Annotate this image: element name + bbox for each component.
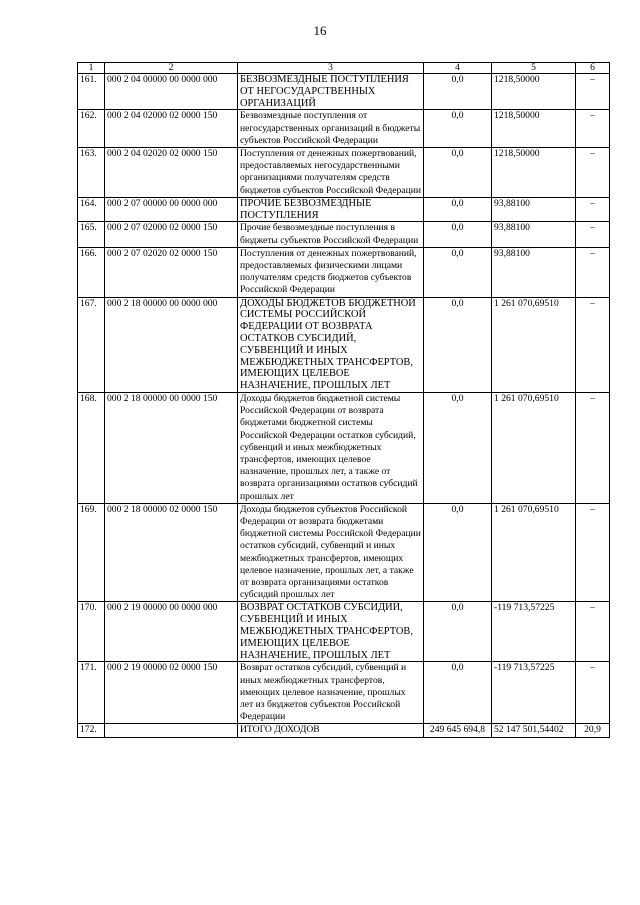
- revenue-name-cell: Доходы бюджетов субъектов Российской Федерации от возврата бюджетами бюджетной системы Российской Федерации остатков субсидий, субвенций и иных межбюджетных трансфертов, имеющих целевое назначение, прошлых лет, а также от возврата организациями остатков субсидий прошлых лет: [238, 503, 424, 602]
- budget-code-cell: 000 2 07 02000 02 0000 150: [105, 222, 238, 247]
- value-col6-cell: –: [576, 297, 610, 392]
- page-number: 16: [313, 23, 327, 38]
- budget-code-cell: 000 2 19 00000 00 0000 000: [105, 602, 238, 662]
- value-col5-cell: 1 261 070,69510: [492, 393, 576, 504]
- value-col5-cell: 93,88100: [492, 197, 576, 222]
- table-row: [78, 110, 610, 148]
- value-col6-cell: –: [576, 247, 610, 297]
- row-number-cell: 165.: [78, 222, 105, 247]
- budget-code-cell: 000 2 18 00000 00 0000 150: [105, 393, 238, 504]
- revenue-name-cell: Возврат остатков субсидий, субвенций и иных межбюджетных трансфертов, имеющих целевое назначение, прошлых лет из бюджетов субъектов Российской Федерации: [238, 662, 424, 724]
- value-col4-cell: 0,0: [424, 247, 492, 297]
- value-col5-cell: 52 147 501,54402: [492, 724, 576, 737]
- revenue-name-cell: ВОЗВРАТ ОСТАТКОВ СУБСИДИЙ, СУБВЕНЦИЙ И ИНЫХ МЕЖБЮДЖЕТНЫХ ТРАНСФЕРТОВ, ИМЕЮЩИХ ЦЕЛЕВОЕ НАЗНАЧЕНИЕ, ПРОШЛЫХ ЛЕТ: [238, 602, 424, 662]
- column-header: 2: [105, 63, 238, 74]
- table-row: [78, 74, 610, 110]
- budget-code-cell: 000 2 18 00000 02 0000 150: [105, 503, 238, 602]
- table-row: [78, 197, 610, 222]
- budget-code-cell: 000 2 04 00000 00 0000 000: [105, 74, 238, 110]
- value-col4-cell: 249 645 694,8: [424, 724, 492, 737]
- value-col5-cell: 93,88100: [492, 222, 576, 247]
- row-number-cell: 164.: [78, 197, 105, 222]
- budget-code-cell: [105, 724, 238, 737]
- value-col4-cell: 0,0: [424, 297, 492, 392]
- value-col6-cell: –: [576, 393, 610, 504]
- table-body: [78, 63, 610, 738]
- value-col4-cell: 0,0: [424, 602, 492, 662]
- value-col6-cell: –: [576, 148, 610, 198]
- value-col4-cell: 0,0: [424, 222, 492, 247]
- revenue-name-cell: Поступления от денежных пожертвований, предоставляемых негосударственными организациями получателям средств бюджетов субъектов Российской Федерации: [238, 148, 424, 198]
- table-row: [78, 393, 610, 504]
- total-row: [78, 724, 610, 737]
- value-col6-cell: –: [576, 222, 610, 247]
- row-number-cell: 162.: [78, 110, 105, 148]
- value-col5-cell: -119 713,57225: [492, 602, 576, 662]
- revenue-name-cell: Поступления от денежных пожертвований, предоставляемых физическими лицами получателям средств бюджетов субъектов Российской Федерации: [238, 247, 424, 297]
- row-number-cell: 170.: [78, 602, 105, 662]
- revenue-name-cell: ИТОГО ДОХОДОВ: [238, 724, 424, 737]
- revenue-table: [77, 62, 610, 738]
- value-col4-cell: 0,0: [424, 393, 492, 504]
- budget-code-cell: 000 2 19 00000 02 0000 150: [105, 662, 238, 724]
- row-number-cell: 161.: [78, 74, 105, 110]
- table-row: [78, 602, 610, 662]
- value-col5-cell: 1218,50000: [492, 110, 576, 148]
- value-col6-cell: –: [576, 74, 610, 110]
- revenue-name-cell: Доходы бюджетов бюджетной системы Российской Федерации от возврата бюджетами бюджетной системы Российской Федерации остатков субсидий, субвенций и иных межбюджетных трансфертов, имеющих целевое назначение, прошлых лет, а также от возврата организациями остатков субсидий прошлых лет: [238, 393, 424, 504]
- value-col6-cell: –: [576, 602, 610, 662]
- revenue-name-cell: Прочие безвозмездные поступления в бюджеты субъектов Российской Федерации: [238, 222, 424, 247]
- budget-code-cell: 000 2 07 00000 00 0000 000: [105, 197, 238, 222]
- table-row: [78, 662, 610, 724]
- value-col5-cell: 1 261 070,69510: [492, 503, 576, 602]
- table-row: [78, 222, 610, 247]
- value-col4-cell: 0,0: [424, 197, 492, 222]
- budget-code-cell: 000 2 18 00000 00 0000 000: [105, 297, 238, 392]
- value-col5-cell: 1 261 070,69510: [492, 297, 576, 392]
- column-header: 1: [78, 63, 105, 74]
- row-number-cell: 169.: [78, 503, 105, 602]
- value-col4-cell: 0,0: [424, 74, 492, 110]
- column-header: 3: [238, 63, 424, 74]
- value-col5-cell: -119 713,57225: [492, 662, 576, 724]
- value-col6-cell: –: [576, 503, 610, 602]
- value-col6-cell: –: [576, 110, 610, 148]
- value-col6-cell: –: [576, 197, 610, 222]
- row-number-cell: 166.: [78, 247, 105, 297]
- column-header: 6: [576, 63, 610, 74]
- value-col4-cell: 0,0: [424, 110, 492, 148]
- row-number-cell: 172.: [78, 724, 105, 737]
- column-header: 5: [492, 63, 576, 74]
- table-header-row: [78, 63, 610, 74]
- revenue-name-cell: ПРОЧИЕ БЕЗВОЗМЕЗДНЫЕ ПОСТУПЛЕНИЯ: [238, 197, 424, 222]
- row-number-cell: 167.: [78, 297, 105, 392]
- value-col5-cell: 1218,50000: [492, 148, 576, 198]
- revenue-name-cell: Безвозмездные поступления от негосударственных организаций в бюджеты субъектов Российской Федерации: [238, 110, 424, 148]
- budget-code-cell: 000 2 04 02020 02 0000 150: [105, 148, 238, 198]
- value-col6-cell: 20,9: [576, 724, 610, 737]
- table-row: [78, 503, 610, 602]
- table-row: [78, 148, 610, 198]
- value-col4-cell: 0,0: [424, 148, 492, 198]
- budget-code-cell: 000 2 04 02000 02 0000 150: [105, 110, 238, 148]
- value-col4-cell: 0,0: [424, 503, 492, 602]
- budget-code-cell: 000 2 07 02020 02 0000 150: [105, 247, 238, 297]
- value-col5-cell: 1218,50000: [492, 74, 576, 110]
- value-col6-cell: –: [576, 662, 610, 724]
- value-col4-cell: 0,0: [424, 662, 492, 724]
- row-number-cell: 163.: [78, 148, 105, 198]
- row-number-cell: 171.: [78, 662, 105, 724]
- value-col5-cell: 93,88100: [492, 247, 576, 297]
- row-number-cell: 168.: [78, 393, 105, 504]
- table-row: [78, 247, 610, 297]
- table-row: [78, 297, 610, 392]
- revenue-name-cell: БЕЗВОЗМЕЗДНЫЕ ПОСТУПЛЕНИЯ ОТ НЕГОСУДАРСТВЕННЫХ ОРГАНИЗАЦИЙ: [238, 74, 424, 110]
- column-header: 4: [424, 63, 492, 74]
- revenue-name-cell: ДОХОДЫ БЮДЖЕТОВ БЮДЖЕТНОЙ СИСТЕМЫ РОССИЙСКОЙ ФЕДЕРАЦИИ ОТ ВОЗВРАТА ОСТАТКОВ СУБСИДИЙ, СУБВЕНЦИЙ И ИНЫХ МЕЖБЮДЖЕТНЫХ ТРАНСФЕРТОВ, ИМЕЮЩИХ ЦЕЛЕВОЕ НАЗНАЧЕНИЕ, ПРОШЛЫХ ЛЕТ: [238, 297, 424, 392]
